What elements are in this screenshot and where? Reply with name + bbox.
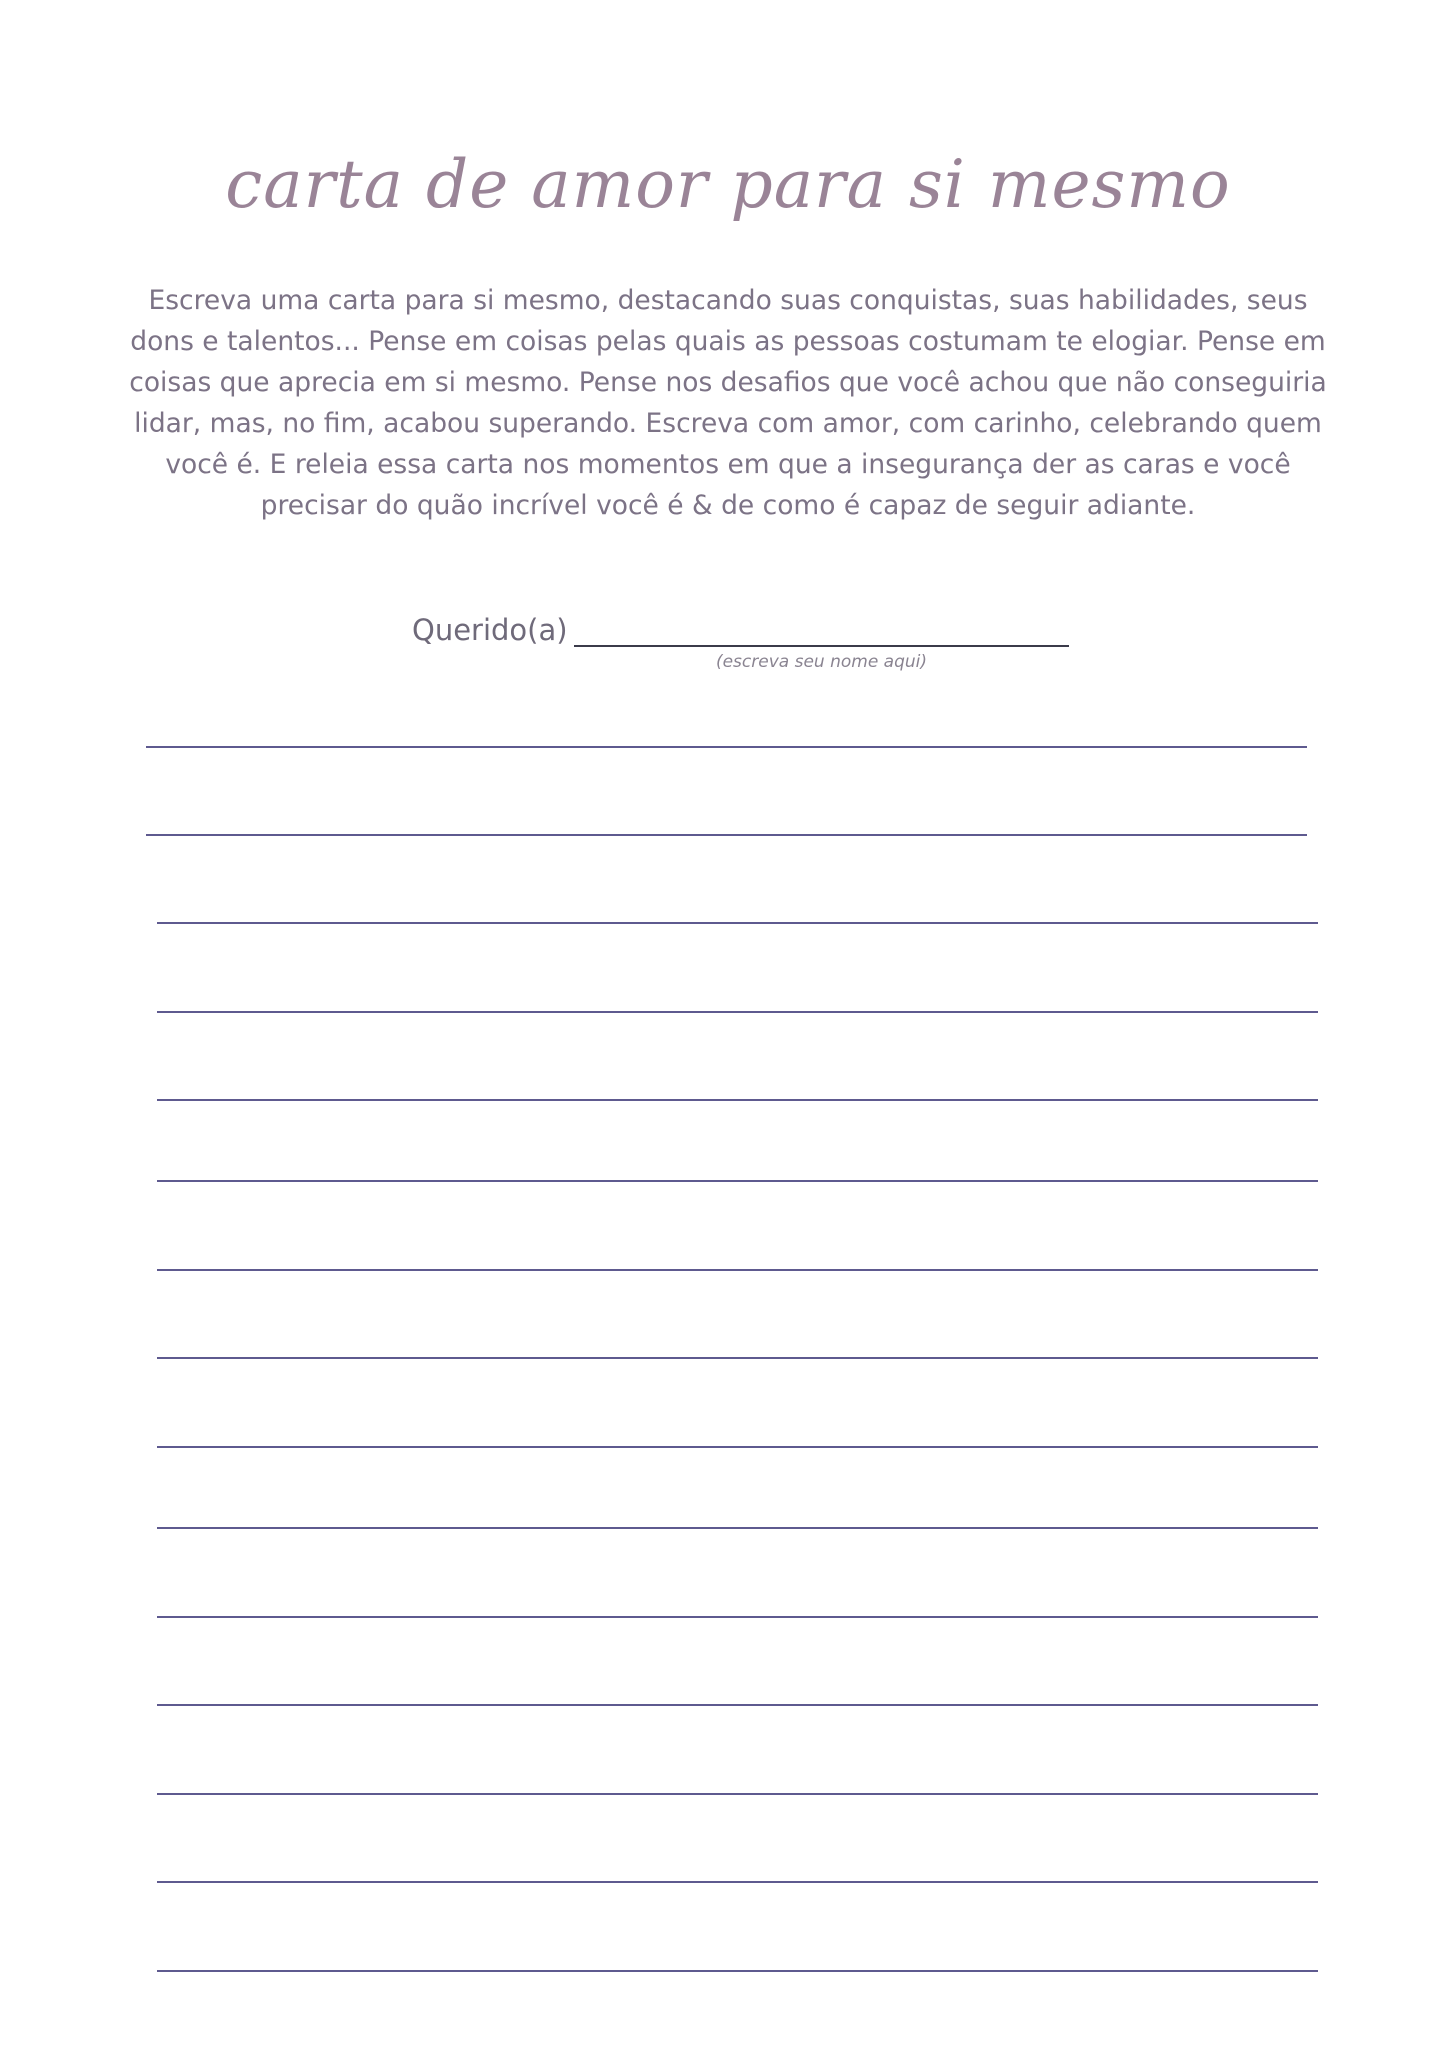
writing-line[interactable]	[146, 834, 1307, 836]
writing-line[interactable]	[157, 1269, 1318, 1271]
salutation-label: Querido(a)	[412, 613, 568, 647]
writing-line[interactable]	[157, 1527, 1318, 1529]
writing-line[interactable]	[157, 1357, 1318, 1359]
name-write-line[interactable]	[574, 645, 1069, 647]
writing-line[interactable]	[146, 746, 1307, 748]
writing-line[interactable]	[157, 1180, 1318, 1182]
page-title: carta de amor para si mesmo	[225, 146, 1231, 223]
writing-line[interactable]	[157, 1704, 1318, 1706]
writing-line[interactable]	[157, 1011, 1318, 1013]
instructions-paragraph: Escreva uma carta para si mesmo, destacando suas conquistas, suas habilidades, seus dons e talentos... Pense em coisas pelas quais as pessoas costumam te elogiar. Pense em coisas que aprecia em si mesmo. Pense nos desafios que você achou que não conseguiria lidar, mas, no fim, acabou superando. Escreva com amor, com carinho, celebrando quem você é. E releia essa carta nos momentos em que a insegurança der as caras e você precisar do quão incrível você é & de como é capaz de seguir adiante.	[129, 285, 1327, 521]
name-hint-label: (escreva seu nome aqui)	[715, 652, 928, 672]
writing-line[interactable]	[157, 1446, 1318, 1448]
writing-line[interactable]	[157, 922, 1318, 924]
writing-line[interactable]	[157, 1970, 1318, 1972]
writing-line[interactable]	[157, 1099, 1318, 1101]
writing-line[interactable]	[157, 1881, 1318, 1883]
writing-line[interactable]	[157, 1793, 1318, 1795]
writing-line[interactable]	[157, 1616, 1318, 1618]
